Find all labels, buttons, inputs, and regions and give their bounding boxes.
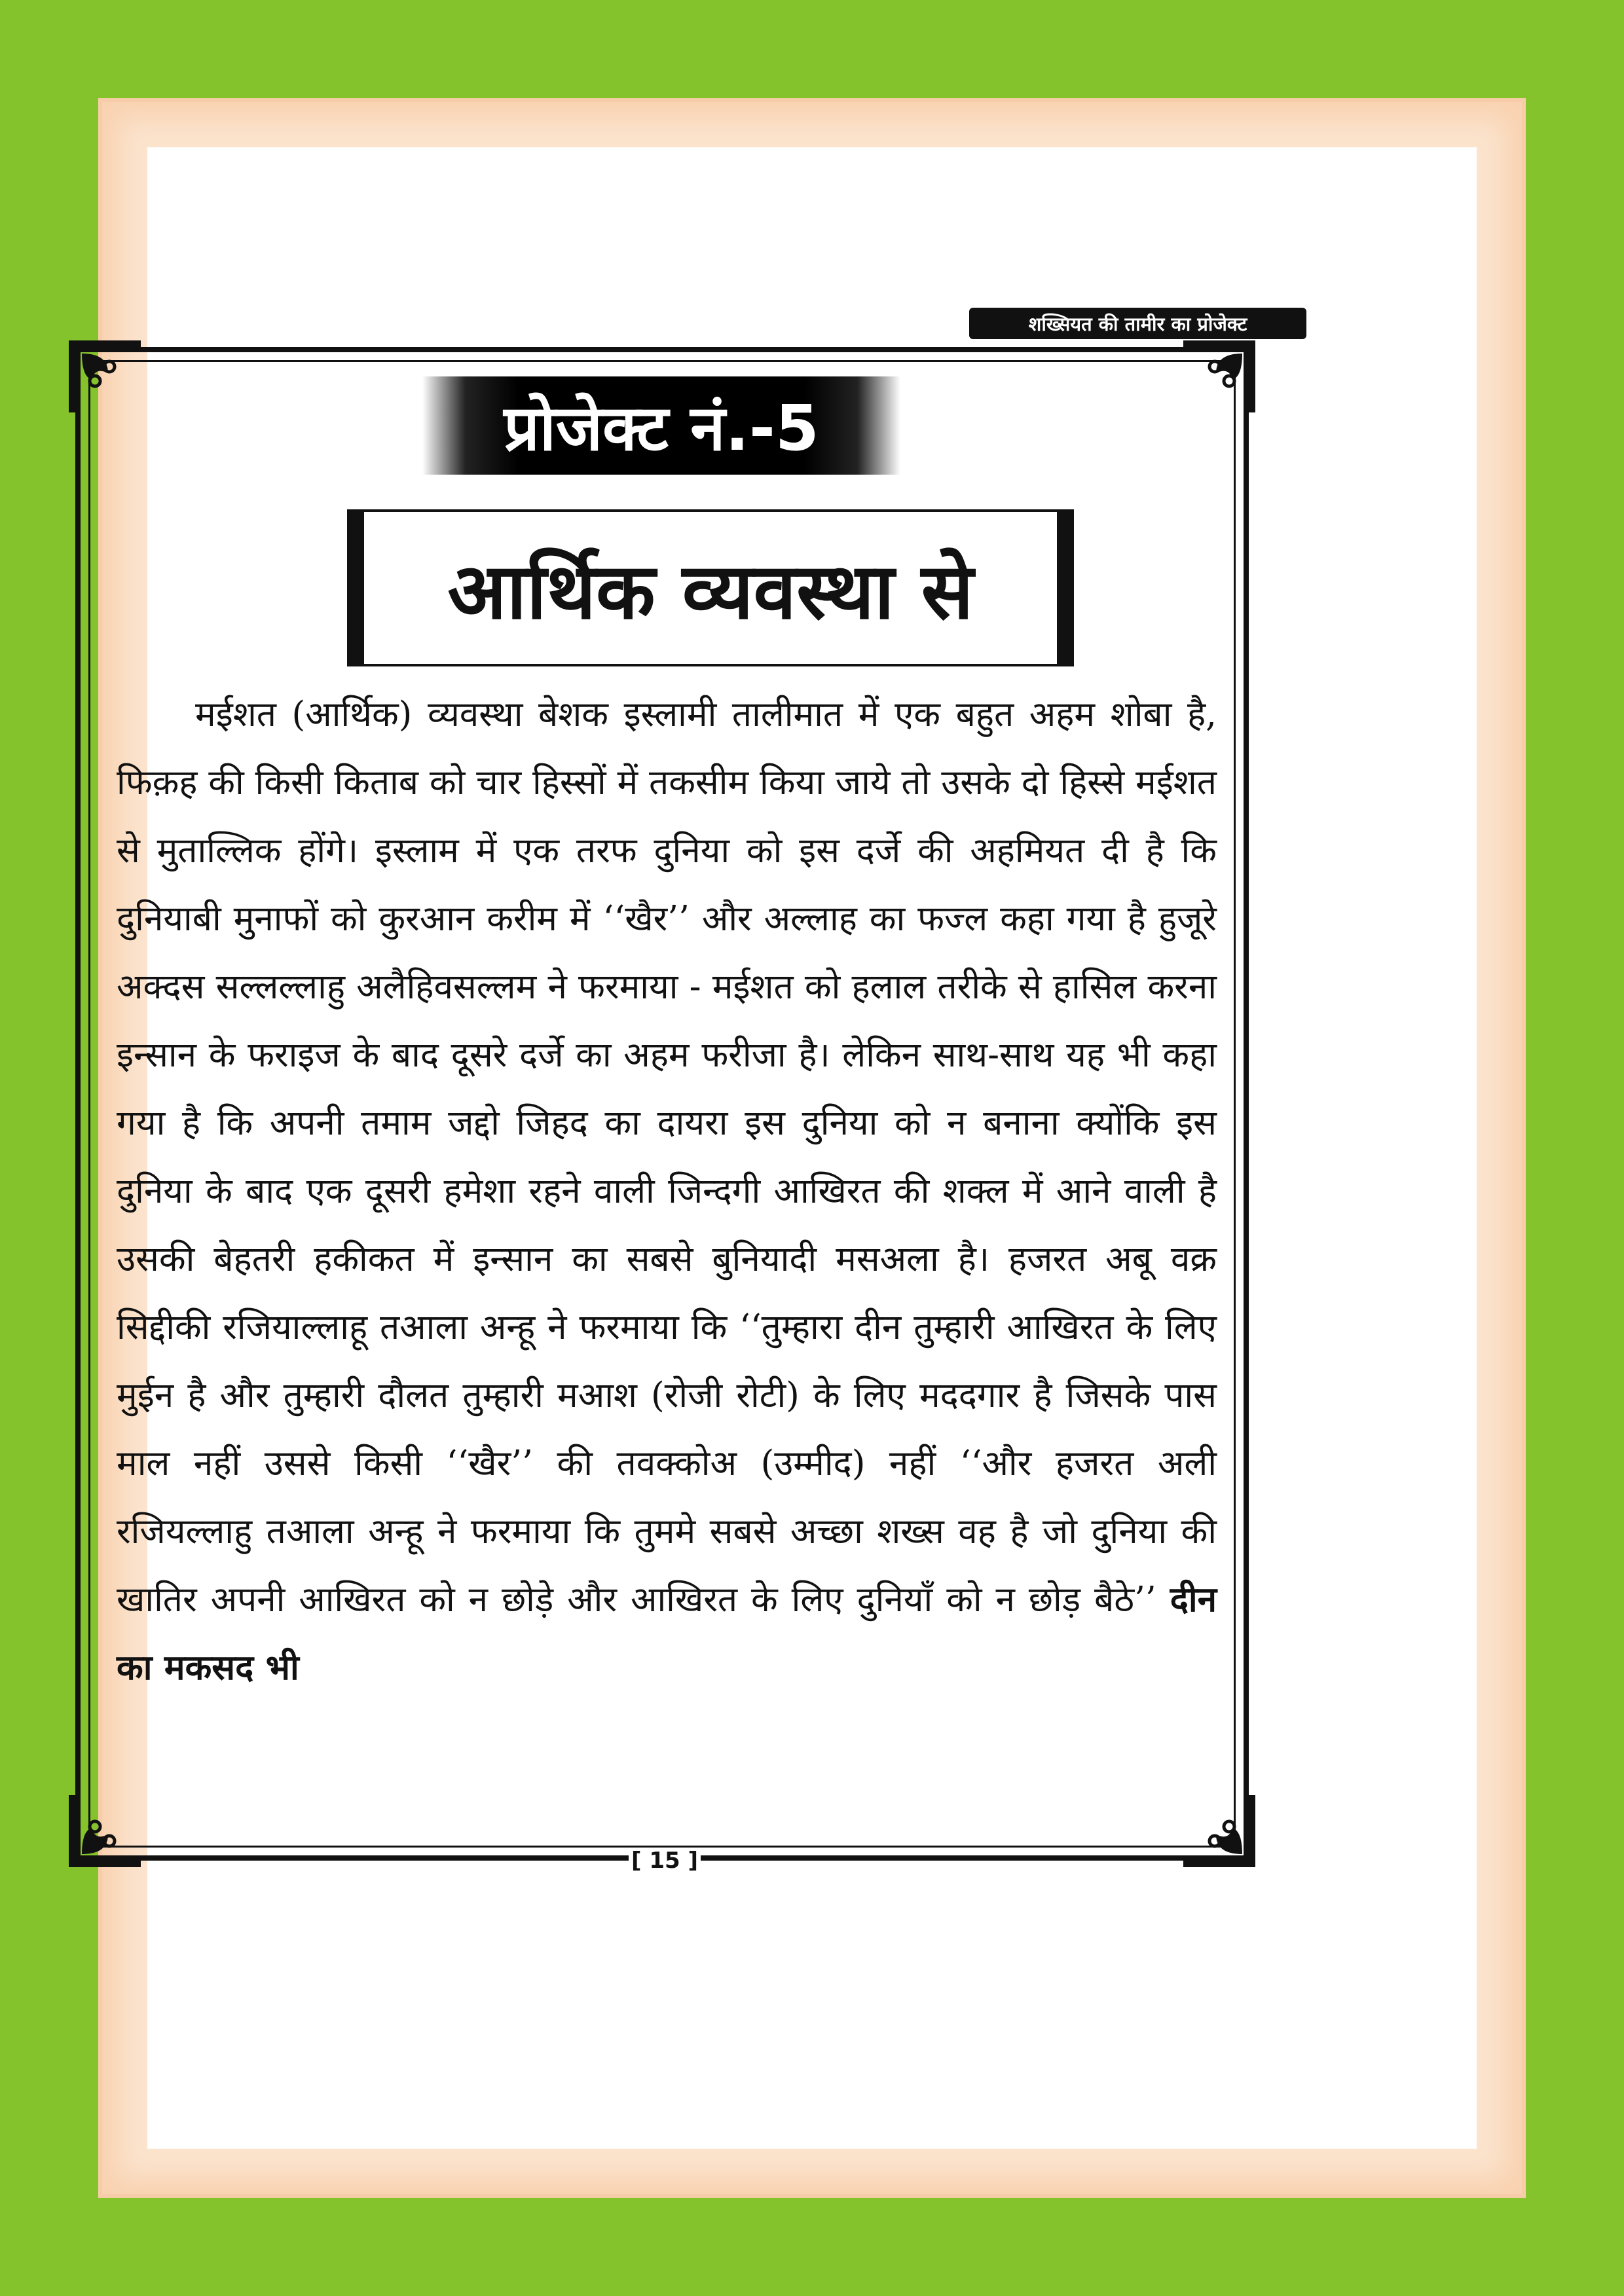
chapter-title: आर्थिक व्यवस्था से: [447, 545, 974, 636]
running-head: शख्सियत की तामीर का प्रोजेक्ट: [969, 308, 1306, 339]
corner-ornament-top-right: [1183, 340, 1255, 412]
project-number-banner: प्रोजेक्ट नं.-5: [422, 376, 900, 475]
body-bold-tail: दीन का मकसद भी: [117, 1580, 1217, 1688]
corner-ornament-bottom-right: [1183, 1795, 1255, 1867]
body-main-text: मईशत (आर्थिक) व्यवस्था बेशक इस्लामी तालीमात में एक बहुत अहम शोबा है, फिक़ह की किसी किताब को चार हिस्सों में तकसीम किया जाये तो उसके दो हिस्से मईशत से मुताल्लिक होंगे। इस्लाम में एक तरफ दुनिया को इस दर्जे की अहमियत दी है कि दुनियाबी मुनाफों को कुरआन करीम में ‘‘खैर’’ और अल्लाह का फज्ल कहा गया है हुजूरे अक्दस सल्लल्लाहु अलैहिवसल्लम ने फरमाया - मईशत को हलाल तरीके से हासिल करना इन्सान के फराइज के बाद दूसरे दर्जे का अहम फरीजा है। लेकिन साथ-साथ यह भी कहा गया है कि अपनी तमाम जद्दो जिहद का दायरा इस दुनिया को न बनाना क्योंकि इस दुनिया के बाद एक दूसरी हमेशा रहने वाली जिन्दगी आखिरत की शक्ल में आने वाली है उसकी बेहतरी हकीकत में इन्सान का सबसे बुनियादी मसअला है। हजरत अबू वक्र सिद्दीकी रजियाल्लाहू तआला अन्हू ने फरमाया कि ‘‘तुम्हारा दीन तुम्हारी आखिरत के लिए मुईन है और तुम्हारी दौलत तुम्हारी मआश (रोजी रोटी) के लिए मददगार है जिसके पास माल नहीं उससे किसी ‘‘खैर’’ की तवक्कोअ (उम्मीद) नहीं ‘‘और हजरत अली रजियल्लाहु तआला अन्हू ने फरमाया कि तुममे सबसे अच्छा शख्स वह है जो दुनिया की खातिर अपनी आखिरत को न छोड़े और आखिरत के लिए दुनियाँ को न छोड़ बैठे’’: [117, 695, 1217, 1620]
corner-ornament-top-left: [69, 340, 141, 412]
chapter-title-box: [347, 509, 1074, 666]
body-paragraph: [117, 681, 1217, 1702]
page-number: [ 15 ]: [629, 1848, 701, 1874]
corner-ornament-bottom-left: [69, 1795, 141, 1867]
